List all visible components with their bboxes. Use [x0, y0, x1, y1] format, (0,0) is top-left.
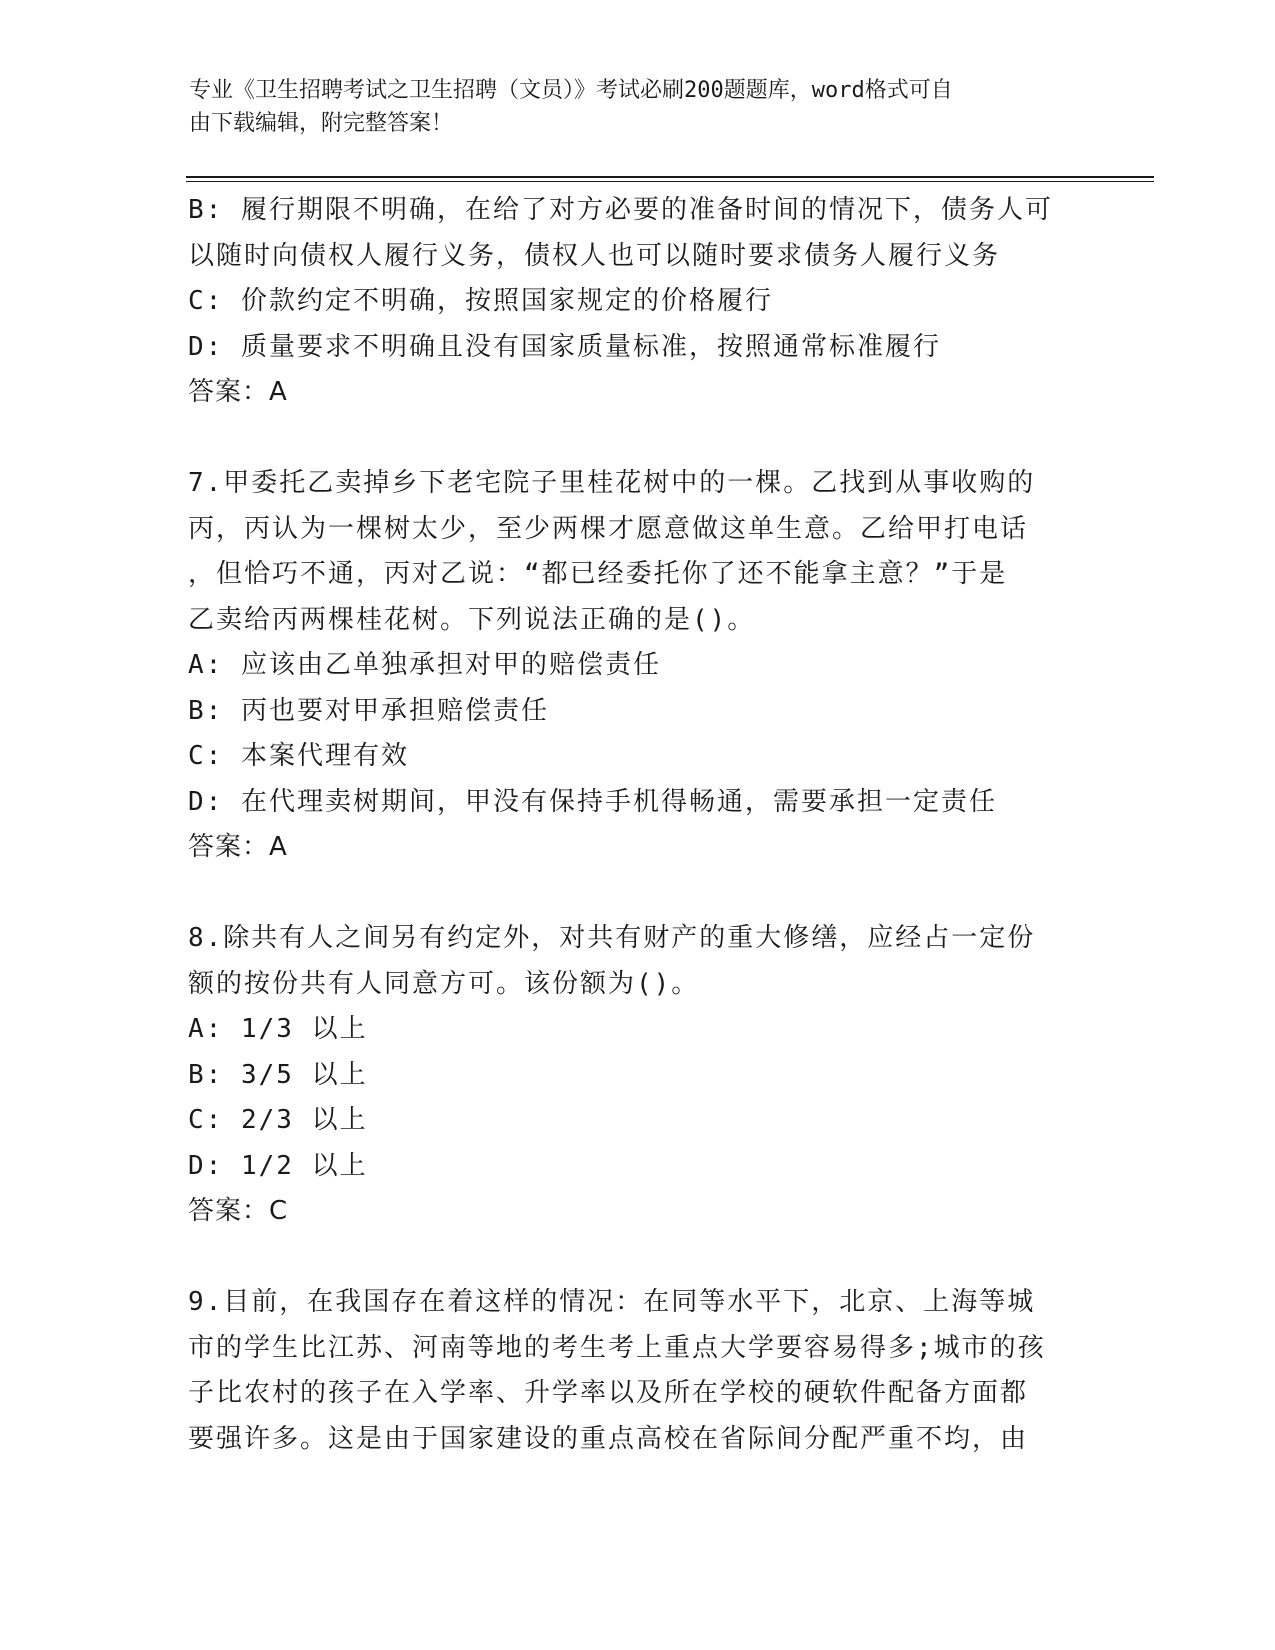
option-d: D: 1/2 以上	[188, 1150, 368, 1181]
question-stem-line: 8.除共有人之间另有约定外，对共有财产的重大修缮，应经占一定份	[188, 923, 1036, 953]
question-stem-line: 乙卖给丙两棵桂花树。下列说法正确的是()。	[188, 604, 756, 635]
answer-line: 答案：A	[188, 832, 288, 862]
option-b: B: 3/5 以上	[188, 1059, 368, 1090]
question-6-continued	[188, 188, 1088, 416]
option-b: B: 丙也要对甲承担赔偿责任	[188, 695, 549, 726]
question-9	[188, 1280, 1088, 1462]
document-body	[188, 188, 1088, 1462]
header-divider-thick	[186, 176, 1154, 178]
option-c: C: 价款约定不明确，按照国家规定的价格履行	[188, 286, 773, 316]
header-divider-thin	[186, 181, 1154, 182]
option-d: D: 在代理卖树期间，甲没有保持手机得畅通，需要承担一定责任	[188, 786, 997, 817]
option-c: C: 本案代理有效	[188, 741, 409, 771]
question-stem-line: ，但恰巧不通，丙对乙说：“都已经委托你了还不能拿主意？”于是	[188, 559, 1008, 589]
question-stem-line: 子比农村的孩子在入学率、升学率以及所在学校的硬软件配备方面都	[188, 1378, 1029, 1408]
option-d: D: 质量要求不明确且没有国家质量标准，按照通常标准履行	[188, 331, 941, 362]
header-title-line-2: 由下载编辑，附完整答案！	[189, 111, 454, 136]
question-stem-line: 额的按份共有人同意方可。该份额为()。	[188, 968, 700, 999]
answer-line: 答案：C	[188, 1196, 289, 1226]
question-stem-line: 丙，丙认为一棵树太少，至少两棵才愿意做这单生意。乙给甲打电话	[188, 513, 1029, 544]
question-stem-line: 要强许多。这是由于国家建设的重点高校在省际间分配严重不均，由	[188, 1423, 1029, 1454]
question-spacer	[188, 1235, 1088, 1281]
question-spacer	[188, 416, 1088, 462]
document-header	[189, 74, 1069, 140]
question-stem-line: 市的学生比江苏、河南等地的考生考上重点大学要容易得多;城市的孩	[188, 1332, 1046, 1363]
question-7	[188, 461, 1088, 871]
question-8	[188, 916, 1088, 1235]
header-title-line-1: 专业《卫生招聘考试之卫生招聘（文员）》考试必刷200题题库，word格式可自	[189, 78, 953, 103]
question-spacer	[188, 871, 1088, 917]
answer-line: 答案：A	[188, 377, 288, 407]
option-a: A: 应该由乙单独承担对甲的赔偿责任	[188, 650, 661, 680]
option-c: C: 2/3 以上	[188, 1105, 368, 1135]
option-b-line-2: 以随时向债权人履行义务，债权人也可以随时要求债务人履行义务	[188, 240, 1001, 271]
option-a: A: 1/3 以上	[188, 1014, 368, 1044]
question-stem-line: 9.目前，在我国存在着这样的情况：在同等水平下，北京、上海等城	[188, 1287, 1036, 1317]
option-b-line-1: B: 履行期限不明确，在给了对方必要的准备时间的情况下，债务人可	[188, 195, 1053, 225]
question-stem-line: 7.甲委托乙卖掉乡下老宅院子里桂花树中的一棵。乙找到从事收购的	[188, 468, 1036, 498]
